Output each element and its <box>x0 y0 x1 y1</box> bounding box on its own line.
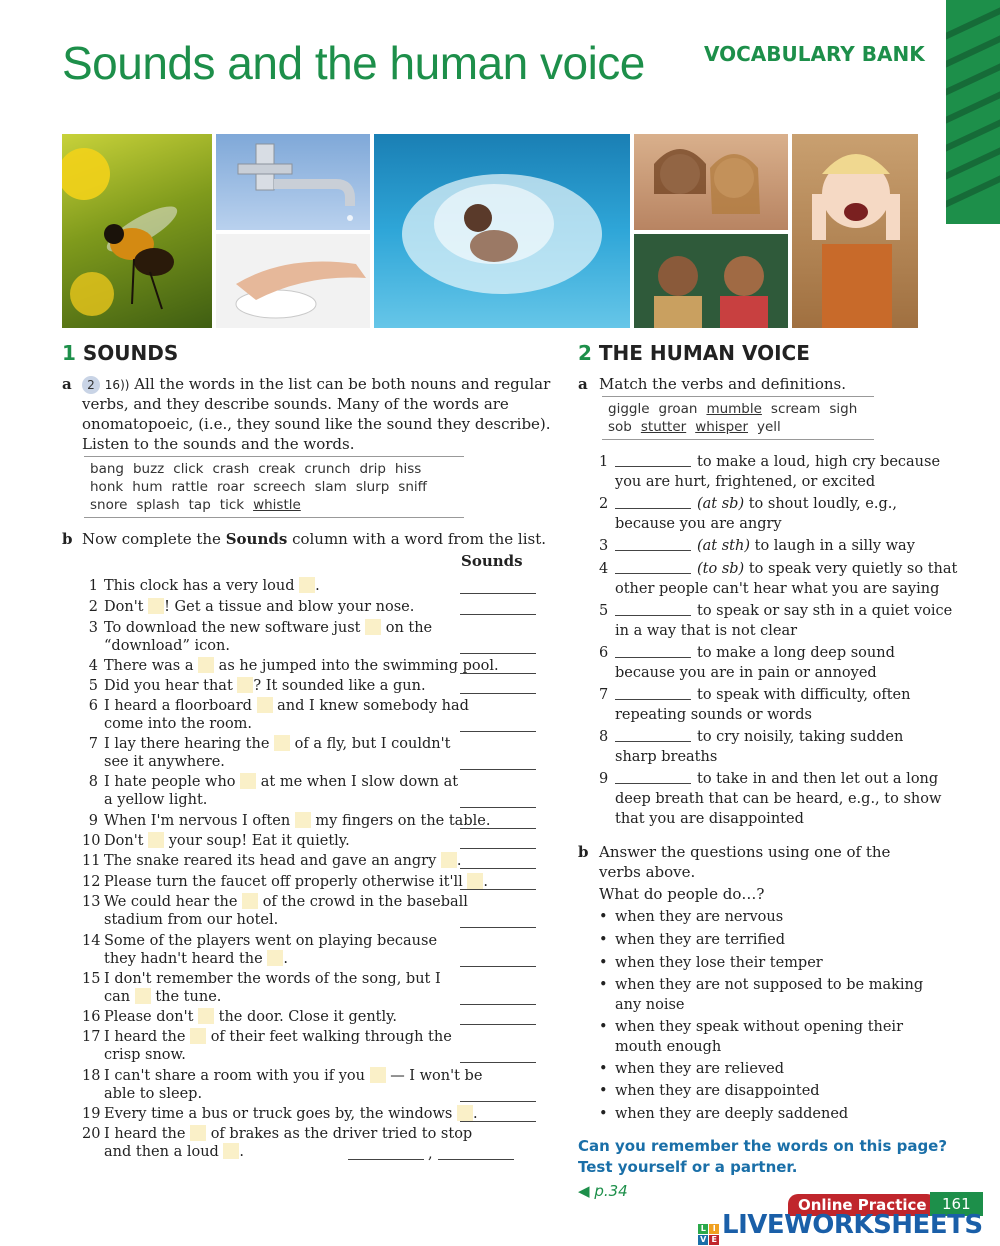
word-list-item: crash <box>212 461 250 477</box>
sentence-fragment: the tune. <box>150 989 222 1005</box>
part-2b-question: What do people do…? <box>599 885 765 903</box>
word-list-item: honk <box>90 479 124 495</box>
sentence-text <box>104 715 252 733</box>
part-a-line-2: verbs, and they describe sounds. Many of the words are <box>82 395 509 413</box>
logo-letter: V <box>698 1235 708 1245</box>
logo-letter: L <box>698 1224 708 1234</box>
sentence-number: 13 <box>82 894 101 910</box>
word-list-item: rattle <box>171 479 208 495</box>
sentence-number: 14 <box>82 933 101 949</box>
question-text: when they are nervous <box>615 909 784 925</box>
definition-number: 7 <box>599 687 609 703</box>
question-text: when they are disappointed <box>615 1083 820 1099</box>
definition-number: 5 <box>599 603 609 619</box>
part-a-line-4: Listen to the sounds and the words. <box>82 435 355 453</box>
definition-line-2: because you are angry <box>615 516 782 532</box>
gap-blank[interactable] <box>267 950 283 966</box>
gap-blank[interactable] <box>274 735 290 751</box>
answer-line[interactable] <box>348 1158 424 1160</box>
word-list-item: slam <box>314 479 347 495</box>
sentence-fragment: at me when I slow down at <box>256 774 459 790</box>
question-text: when they lose their temper <box>615 955 823 971</box>
definition-line-2: other people can't hear what you are saying <box>615 581 940 597</box>
question-text: any noise <box>615 997 685 1013</box>
part-b-label: b <box>62 530 73 548</box>
sentence-fragment: Some of the players went on playing because <box>104 933 438 949</box>
word-list-item: bang <box>90 461 124 477</box>
sentence-fragment: Don't <box>104 599 149 615</box>
sentence-fragment: When I'm nervous I often <box>104 813 295 829</box>
sentence-fragment: able to sleep. <box>104 1086 203 1102</box>
audio-speaker-icon: )) <box>120 378 130 392</box>
sentence-text <box>104 657 499 675</box>
definition-line-2: deep breath that can be heard, e.g., to show <box>615 791 942 807</box>
sentence-text <box>104 637 230 655</box>
logo-letter: E <box>709 1235 719 1245</box>
sentence-fragment: Please turn the faucet off properly otherwise it'll <box>104 874 468 890</box>
bullet-icon: • <box>599 1106 608 1122</box>
word-list-item: sniff <box>398 479 427 495</box>
definition-number: 2 <box>599 496 609 512</box>
definition-line-1: to shout loudly, e.g., <box>748 496 897 512</box>
definition-line-2: sharp breaths <box>615 749 718 765</box>
sentence-number: 1 <box>88 578 98 594</box>
sentence-number: 4 <box>88 658 98 674</box>
verb-list-item: mumble <box>706 401 762 417</box>
sentence-text <box>104 677 426 695</box>
definition-number: 9 <box>599 771 609 787</box>
sentence-fragment: of a fly, but I couldn't <box>290 736 451 752</box>
word-list-item: buzz <box>132 461 165 477</box>
page-number: 161 <box>930 1192 983 1216</box>
definition-preposition: (at sth) <box>697 538 751 554</box>
green-corner-tab <box>946 0 1000 224</box>
definition-number: 4 <box>599 561 609 577</box>
sentence-number: 15 <box>82 971 101 987</box>
bullet-icon: • <box>599 1019 608 1035</box>
answer-line[interactable] <box>460 965 536 967</box>
sentence-text <box>104 598 414 616</box>
gap-blank[interactable] <box>299 577 315 593</box>
definition-line-2: in a way that is not clear <box>615 623 798 639</box>
answer-line[interactable] <box>460 1120 536 1122</box>
word-list-item: whistle <box>253 497 301 513</box>
definition-number: 6 <box>599 645 609 661</box>
sentence-text <box>104 1067 482 1085</box>
word-list-item: hum <box>132 479 163 495</box>
sentence-number: 17 <box>82 1029 101 1045</box>
part-a-line-3: onomatopoeic, (i.e., they sound like the sound they describe). <box>82 415 551 433</box>
word-list-item: creak <box>258 461 296 477</box>
question-text: when they speak without opening their <box>615 1019 904 1035</box>
sentence-fragment: Every time a bus or truck goes by, the windows <box>104 1106 457 1122</box>
answer-line[interactable] <box>438 1158 514 1160</box>
bullet-icon: • <box>599 955 608 971</box>
part-2b-text-2: verbs above. <box>599 863 696 881</box>
answer-line[interactable] <box>460 806 536 808</box>
sentence-fragment: . <box>315 578 320 594</box>
sentence-fragment: “download” icon. <box>104 638 230 654</box>
sentence-text <box>104 1008 397 1026</box>
sentence-text <box>104 970 441 988</box>
bullet-icon: • <box>599 932 608 948</box>
sentence-number: 16 <box>82 1009 101 1025</box>
review-prompt-2: Test yourself or a partner. <box>578 1158 798 1176</box>
sentence-number: 19 <box>82 1106 101 1122</box>
sentence-number: 3 <box>88 620 98 636</box>
word-list-item: click <box>173 461 204 477</box>
sentence-fragment: To download the new software just <box>104 620 366 636</box>
gap-blank[interactable] <box>441 852 457 868</box>
gap-blank[interactable] <box>198 1008 214 1024</box>
sentence-fragment: We could hear the <box>104 894 243 910</box>
word-list-item: screech <box>253 479 306 495</box>
sentence-fragment: The snake reared its head and gave an angry <box>104 853 441 869</box>
part-a-label: a <box>62 375 72 393</box>
sentence-text <box>104 1085 202 1103</box>
sentence-fragment: There was a <box>104 658 199 674</box>
sentence-number: 7 <box>88 736 98 752</box>
sentence-text <box>104 619 432 637</box>
word-list-item: splash <box>136 497 180 513</box>
definition-line-1: to speak very quietly so that <box>748 561 958 577</box>
definition-line-1: to take in and then let out a long <box>697 771 939 787</box>
gap-blank[interactable] <box>457 1105 473 1121</box>
sentence-fragment: as he jumped into the swimming pool. <box>214 658 499 674</box>
sentence-number: 5 <box>88 678 98 694</box>
sentence-fragment: can <box>104 989 135 1005</box>
sentence-number: 6 <box>88 698 98 714</box>
word-list-item: tap <box>188 497 211 513</box>
answer-comma: , <box>428 1146 433 1162</box>
sentence-fragment: Don't <box>104 833 149 849</box>
answer-line[interactable] <box>460 1061 536 1063</box>
gap-blank[interactable] <box>295 812 311 828</box>
gap-blank[interactable] <box>223 1143 239 1159</box>
sentence-fragment: . <box>456 853 462 869</box>
sentence-text <box>104 791 207 809</box>
sentence-fragment: see it anywhere. <box>104 754 225 770</box>
gap-blank[interactable] <box>237 677 253 693</box>
answer-line[interactable] <box>460 652 536 654</box>
verb-list-item: sob <box>608 419 632 435</box>
sentence-fragment: I don't remember the words of the song, but I <box>104 971 441 987</box>
section2-number: 2 <box>578 341 592 365</box>
question-text: when they are relieved <box>615 1061 785 1077</box>
sentence-number: 11 <box>82 853 101 869</box>
sentence-fragment: my fingers on the table. <box>310 813 491 829</box>
gap-blank[interactable] <box>198 657 214 673</box>
sentence-text <box>104 577 320 595</box>
answer-line[interactable] <box>460 692 536 694</box>
answer-line[interactable] <box>460 926 536 928</box>
audio-disc-icon[interactable]: 2 <box>82 376 100 394</box>
questions-list <box>599 0 942 1246</box>
gap-blank[interactable] <box>467 873 483 889</box>
sentence-fragment: — I won't be <box>385 1068 483 1084</box>
verb-list-item: stutter <box>640 419 687 435</box>
bullet-icon: • <box>599 977 608 993</box>
sentence-text <box>104 1125 472 1143</box>
question-text: when they are terrified <box>615 932 786 948</box>
sentence-fragment: and then a loud <box>104 1144 224 1160</box>
answer-line[interactable] <box>460 1003 536 1005</box>
sentence-text <box>104 753 225 771</box>
logo-letter: I <box>709 1224 719 1234</box>
section2-title: THE HUMAN VOICE <box>598 341 810 365</box>
page-title: Sounds and the human voice <box>62 37 645 89</box>
sentence-text <box>104 988 221 1006</box>
part-b-text-bold: Sounds <box>225 530 288 548</box>
sentence-fragment: the door. Close it gently. <box>214 1009 398 1025</box>
bullet-icon: • <box>599 1061 608 1077</box>
definition-line-1: to cry noisily, taking sudden <box>697 729 904 745</box>
sentence-text <box>104 697 469 715</box>
bullet-icon: • <box>599 909 608 925</box>
sentence-fragment: come into the room. <box>104 716 253 732</box>
sentence-text <box>104 873 488 891</box>
sentence-number: 10 <box>82 833 101 849</box>
sentence-fragment: crisp snow. <box>104 1047 186 1063</box>
sentence-text <box>104 812 490 830</box>
word-list-item: drip <box>359 461 386 477</box>
answer-line[interactable] <box>460 1100 536 1102</box>
liveworksheets-brand[interactable] <box>698 1210 983 1245</box>
sentence-fragment: ? It sounded like a gun. <box>253 678 426 694</box>
sentence-fragment: stadium from our hotel. <box>104 912 279 928</box>
sentence-fragment: I lay there hearing the <box>104 736 275 752</box>
sentence-number: 8 <box>88 774 98 790</box>
page-reference[interactable] <box>578 1182 628 1200</box>
page-reference-text: p.34 <box>594 1182 628 1200</box>
part-2a-text: Match the verbs and definitions. <box>599 375 846 393</box>
liveworksheets-logo-icon <box>698 1224 719 1245</box>
sentence-fragment: I heard the <box>104 1126 191 1142</box>
definition-preposition: (to sb) <box>697 561 745 577</box>
word-list-item: snore <box>90 497 128 513</box>
sentence-fragment: of their feet walking through the <box>206 1029 452 1045</box>
question-text: mouth enough <box>615 1039 722 1055</box>
sentence-fragment: they hadn't heard the <box>104 951 268 967</box>
part-2b-label: b <box>578 843 589 861</box>
sentence-fragment: of brakes as the driver tried to stop <box>206 1126 473 1142</box>
answer-line[interactable] <box>460 847 536 849</box>
word-list-item: tick <box>219 497 245 513</box>
word-list-item: hiss <box>394 461 422 477</box>
question-text: when they are deeply saddened <box>615 1106 849 1122</box>
definition-line-3: that you are disappointed <box>615 811 804 827</box>
bullet-icon: • <box>599 1083 608 1099</box>
sentence-number: 18 <box>82 1068 101 1084</box>
sentence-fragment: a yellow light. <box>104 792 208 808</box>
answer-line[interactable] <box>460 613 536 615</box>
sentence-fragment: Please don't <box>104 1009 199 1025</box>
part-b-text-pre: Now complete the <box>82 530 226 548</box>
sentence-text <box>104 852 462 870</box>
sentence-fragment: Did you hear that <box>104 678 238 694</box>
verb-list-item: sigh <box>829 401 858 417</box>
definition-line-2: you are hurt, frightened, or excited <box>615 474 876 490</box>
sentence-fragment: your soup! Eat it quietly. <box>164 833 350 849</box>
definition-line-1: to make a loud, high cry because <box>697 454 941 470</box>
sentence-fragment: . <box>239 1144 245 1160</box>
gap-blank[interactable] <box>148 598 164 614</box>
part-b-text-post: column with a word from the list. <box>287 530 546 548</box>
sentence-fragment: I can't share a room with you if you <box>104 1068 370 1084</box>
definition-line-1: to speak or say sth in a quiet voice <box>697 603 953 619</box>
sentence-fragment: I heard the <box>104 1029 191 1045</box>
definition-number: 1 <box>599 454 609 470</box>
sentence-text <box>104 893 468 911</box>
gap-blank[interactable] <box>190 1125 206 1141</box>
answer-line[interactable] <box>460 867 536 869</box>
sentence-text <box>104 950 288 968</box>
sentence-text <box>104 932 437 950</box>
gap-blank[interactable] <box>370 1067 386 1083</box>
gap-blank[interactable] <box>135 988 151 1004</box>
word-list-item: roar <box>216 479 245 495</box>
definition-line-1: to speak with difficulty, often <box>697 687 911 703</box>
sentence-text <box>104 735 450 753</box>
verb-list-item: giggle <box>608 401 650 417</box>
gap-blank[interactable] <box>242 893 258 909</box>
verb-list-item: scream <box>770 401 821 417</box>
sentence-fragment: on the <box>381 620 433 636</box>
sentence-number: 20 <box>82 1126 101 1142</box>
sentence-text <box>104 1028 452 1046</box>
sounds-column-header: Sounds <box>461 552 523 570</box>
sentence-fragment: . <box>472 1106 478 1122</box>
gap-blank[interactable] <box>257 697 273 713</box>
sentence-number: 2 <box>88 599 98 615</box>
sentence-text <box>104 1105 478 1123</box>
answer-line[interactable] <box>460 827 536 829</box>
word-list-item: crunch <box>304 461 351 477</box>
answer-line[interactable] <box>460 672 536 674</box>
answer-line[interactable] <box>460 888 536 890</box>
sentence-fragment: I hate people who <box>104 774 241 790</box>
sentence-fragment: This clock has a very loud <box>104 578 300 594</box>
sentence-fragment: . <box>283 951 288 967</box>
sentence-fragment: and I knew somebody had <box>272 698 469 714</box>
gap-blank[interactable] <box>365 619 381 635</box>
review-prompt-1: Can you remember the words on this page? <box>578 1137 948 1155</box>
sentence-fragment: of the crowd in the baseball <box>258 894 468 910</box>
brand-text: LIVEWORKSHEETS <box>722 1210 983 1240</box>
verb-list-item: groan <box>658 401 698 417</box>
definition-line-1: to laugh in a silly way <box>754 538 915 554</box>
answer-line[interactable] <box>460 592 536 594</box>
sentence-text <box>104 1046 186 1064</box>
sentence-text <box>104 832 350 850</box>
sentence-text <box>104 1143 244 1161</box>
sounds-exercise <box>82 0 542 1246</box>
answer-line[interactable] <box>460 730 536 732</box>
sentence-fragment: . <box>483 874 488 890</box>
gap-blank[interactable] <box>148 832 164 848</box>
answer-line[interactable] <box>460 768 536 770</box>
verb-list-item: yell <box>757 419 781 435</box>
definition-number: 8 <box>599 729 609 745</box>
verb-list-item: whisper <box>695 419 749 435</box>
sentence-number: 9 <box>88 813 98 829</box>
audio-track-number: 16 <box>104 378 121 392</box>
online-practice-tab[interactable]: Online Practice <box>788 1194 937 1216</box>
part-a-line-1: All the words in the list can be both nouns and regular <box>134 375 551 393</box>
section1-number: 1 <box>62 341 76 365</box>
definition-number: 3 <box>599 538 609 554</box>
part-2a-label: a <box>578 375 588 393</box>
definition-preposition: (at sb) <box>697 496 745 512</box>
sentence-text <box>104 773 458 791</box>
back-arrow-icon: ◀ <box>578 1182 590 1200</box>
question-text: when they are not supposed to be making <box>615 977 924 993</box>
gap-blank[interactable] <box>240 773 256 789</box>
answer-line[interactable] <box>460 1023 536 1025</box>
section-label: VOCABULARY BANK <box>704 42 925 66</box>
definition-line-2: because you are in pain or annoyed <box>615 665 877 681</box>
part-2b-text-1: Answer the questions using one of the <box>599 843 891 861</box>
word-list-item: slurp <box>355 479 390 495</box>
sentence-text <box>104 911 278 929</box>
gap-blank[interactable] <box>190 1028 206 1044</box>
sentence-fragment: ! Get a tissue and blow your nose. <box>164 599 415 615</box>
section1-title: SOUNDS <box>82 341 179 365</box>
definition-line-2: repeating sounds or words <box>615 707 812 723</box>
sentence-number: 12 <box>82 874 101 890</box>
sentence-fragment: I heard a floorboard <box>104 698 257 714</box>
definition-line-1: to make a long deep sound <box>697 645 895 661</box>
